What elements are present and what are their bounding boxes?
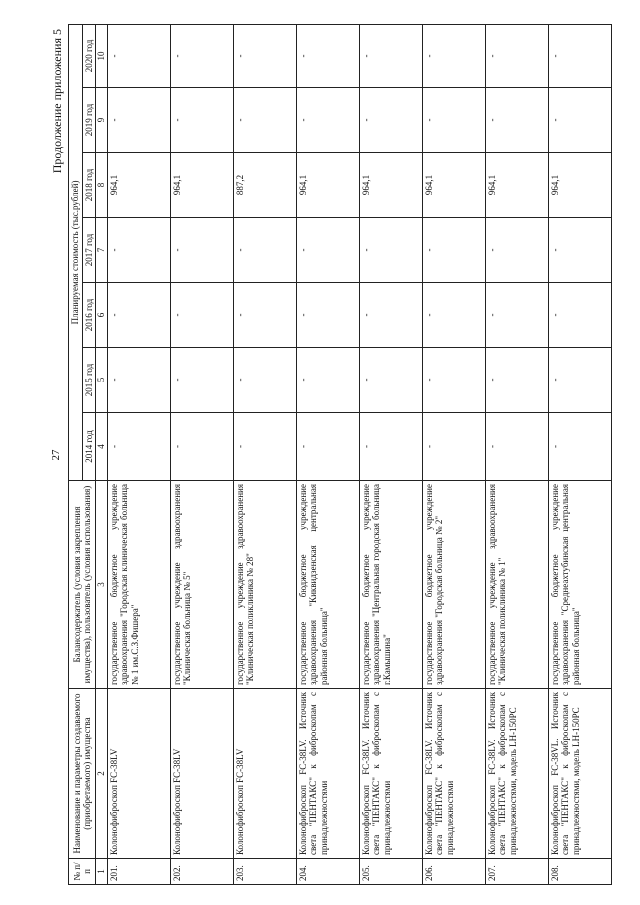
row-number: 206. [422,859,485,885]
planned-value: - [422,88,485,153]
balance-holder: государственное учреждение здравоохранения "Клиническая больница № 5" [170,481,233,689]
page-number: 27 [50,449,62,461]
planned-value: - [359,88,422,153]
row-number: 205. [359,859,422,885]
planned-value: - [359,218,422,283]
column-number: 6 [96,283,108,348]
row-number: 203. [233,859,296,885]
property-name: Колонофиброскоп FC-38VL. Источник света "ПЕНТАКС" к фиброскопам с принадлежностями, модель LH-150PC [548,689,611,859]
planned-value: - [296,413,359,481]
planned-value: - [485,218,548,283]
planned-value: - [422,348,485,413]
header-holder: Балансодержатель (условия закрепления имущества), пользователь (условия использования) [69,481,96,689]
row-number: 201. [107,859,170,885]
column-number: 4 [96,413,108,481]
header-year: 2020 год [82,24,96,87]
planned-value: - [233,348,296,413]
column-number: 1 [96,859,108,885]
table-row [422,24,485,884]
property-name: Колонофиброскоп FC-38LV. Источник света "ПЕНТАКС" к фиброскопам с принадлежностями [359,689,422,859]
planned-value: - [107,218,170,283]
property-name: Колонофиброскоп FC-38LV [170,689,233,859]
column-number-row [96,24,108,884]
planned-value: - [422,24,485,87]
planned-value: - [359,413,422,481]
planned-value: - [485,283,548,348]
planned-value: - [107,283,170,348]
planned-value: - [296,24,359,87]
property-name: Колонофиброскоп FC-38LV. Источник света "ПЕНТАКС" к фиброскопам с принадлежностями [422,689,485,859]
row-number: 204. [296,859,359,885]
planned-value: 964,1 [107,153,170,218]
row-number: 208. [548,859,611,885]
header-year: 2015 год [82,348,96,413]
appendix-note: Продолжение приложения 5 [50,29,64,174]
header-year: 2014 год [82,413,96,481]
property-name: Колонофиброскоп FC-38LV. Источник света "ПЕНТАКС" к фиброскопам с принадлежностями [296,689,359,859]
planned-value: - [485,24,548,87]
planned-value: - [548,88,611,153]
planned-value: - [107,24,170,87]
planned-value: 964,1 [170,153,233,218]
planned-value: 964,1 [548,153,611,218]
planned-value: - [107,413,170,481]
planned-value: - [233,283,296,348]
planned-value: - [422,218,485,283]
planned-value: - [548,413,611,481]
balance-holder: государственное бюджетное учреждение здравоохранения "Киквидзенская центральная районная больница" [296,481,359,689]
planned-value: - [107,88,170,153]
table-row [170,24,233,884]
row-number: 202. [170,859,233,885]
row-number: 207. [485,859,548,885]
planned-value: - [170,88,233,153]
property-table [68,24,612,885]
planned-value: 964,1 [296,153,359,218]
table-body [107,24,611,884]
balance-holder: государственное учреждение здравоохранения "Клиническая поликлиника № 28" [233,481,296,689]
planned-value: - [170,413,233,481]
header-year: 2016 год [82,283,96,348]
balance-holder: государственное бюджетное учреждение здравоохранения "Среднеахтубинская центральная районная больница" [548,481,611,689]
planned-value: - [296,348,359,413]
column-number: 3 [96,481,108,689]
column-number: 10 [96,24,108,87]
planned-value: - [485,413,548,481]
planned-value: - [170,218,233,283]
header-year: 2018 год [82,153,96,218]
balance-holder: государственное бюджетное учреждение здравоохранения "Центральная городская больница г.Камышина" [359,481,422,689]
planned-value: - [422,413,485,481]
header-no: № п/п [69,859,96,885]
table-row [233,24,296,884]
planned-value: - [548,348,611,413]
planned-value: - [422,283,485,348]
table-row [107,24,170,884]
planned-value: 964,1 [485,153,548,218]
property-name: Колонофиброскоп FC-38LV [233,689,296,859]
column-number: 9 [96,88,108,153]
table-row [359,24,422,884]
planned-value: - [170,348,233,413]
planned-value: - [233,218,296,283]
planned-value: - [296,283,359,348]
rotated-page [50,25,610,885]
column-number: 8 [96,153,108,218]
planned-value: 964,1 [359,153,422,218]
balance-holder: государственное бюджетное учреждение здравоохранения "Городская больница № 2" [422,481,485,689]
table-row [548,24,611,884]
planned-value: - [170,24,233,87]
planned-value: - [233,88,296,153]
planned-value: - [485,88,548,153]
column-number: 7 [96,218,108,283]
planned-value: - [548,283,611,348]
planned-value: 887,2 [233,153,296,218]
header-year: 2017 год [82,218,96,283]
planned-value: - [233,24,296,87]
planned-value: - [296,218,359,283]
planned-value: - [170,283,233,348]
planned-value: - [233,413,296,481]
planned-value: 964,1 [422,153,485,218]
planned-value: - [359,348,422,413]
column-number: 5 [96,348,108,413]
planned-value: - [296,88,359,153]
property-name: Колонофиброскоп FC-38LV. Источник света "ПЕНТАКС" к фиброскопам с принадлежностями, модель LH-150PC [485,689,548,859]
header-year: 2019 год [82,88,96,153]
planned-value: - [359,24,422,87]
balance-holder: государственное учреждение здравоохранения "Клиническая поликлиника № 1" [485,481,548,689]
table-row [296,24,359,884]
table-row [485,24,548,884]
balance-holder: государственное бюджетное учреждение здравоохранения "Городская клиническая больница № 1 им.С.З.Фишера" [107,481,170,689]
planned-value: - [485,348,548,413]
planned-value: - [548,218,611,283]
planned-value: - [548,24,611,87]
planned-value: - [107,348,170,413]
column-number: 2 [96,689,108,859]
header-name: Наименование и параметры создаваемого (приобретаемого) имущества [69,689,96,859]
property-name: Колонофиброскоп FC-38LV [107,689,170,859]
header-planned-cost: Планируемая стоимость (тыс.рублей) [69,24,83,480]
planned-value: - [359,283,422,348]
